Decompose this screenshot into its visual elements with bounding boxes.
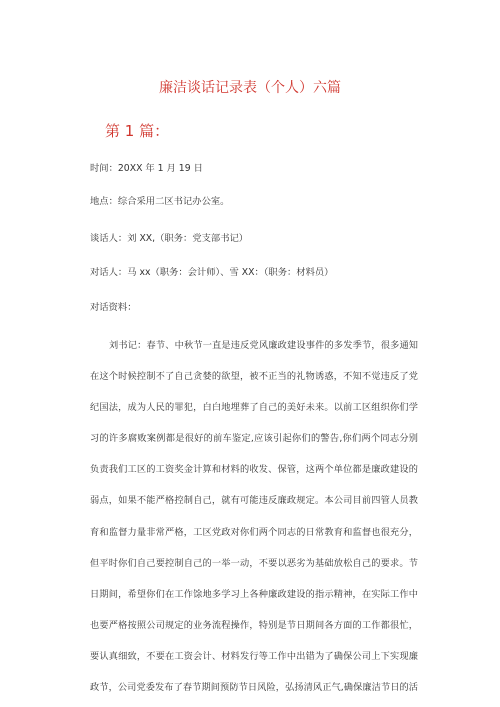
paragraph-line: 也要严格按照公司规定的业务流程操作，特别是节日期间各方面的工作都很忙， <box>90 620 418 631</box>
paragraph-line: 习的许多腐败案例都是很好的前车鉴定,应该引起你们的警告,你们两个同志分别 <box>90 433 418 444</box>
field-dialogue-label: 对话资料： <box>90 302 137 313</box>
paragraph-line: 育和监督力量非常严格，工区党政对你们两个同志的日常教育和监督也很充分， <box>90 527 418 538</box>
paragraph-line: 负责我们工区的工资奖金计算和材料的收发、保管，这两个单位都是廉政建设的 <box>90 464 418 475</box>
document-title: 廉洁谈话记录表（个人）六篇 <box>159 80 341 96</box>
field-location: 地点：综合采用二区书记办公室。 <box>90 196 230 207</box>
field-time: 时间：20XX 年 1 月 19 日 <box>90 163 203 174</box>
field-interviewees: 对话人：马 xx（职务：会计师）、雪 XX：（职务：材料员） <box>90 267 334 278</box>
paragraph-line: 在这个时候控制不了自己贪婪的欲望，被不正当的礼物诱惑，不知不觉违反了党 <box>90 371 418 382</box>
section-heading: 第 1 篇： <box>105 122 170 140</box>
paragraph-line: 日期间，希望你们在工作馀地多学习上各种廉政建设的指示精神，在实际工作中 <box>90 589 418 600</box>
paragraph-line: 但平时你们自己要控制自己的一举一动，不要以恶劣为基础放松自己的要求。节 <box>90 558 418 569</box>
paragraph-line: 刘书记：春节、中秋节一直是违反党风廉政建设事件的多发季节，很多通知 <box>109 340 418 351</box>
paragraph-line: 弱点，如果不能严格控制自己，就有可能违反廉政规定。本公司目前四管人员教 <box>90 495 418 506</box>
paragraph-line: 政节，公司党委发布了春节期间预防节日风险，弘扬清风正气,确保廉洁节日的活 <box>90 682 418 693</box>
paragraph-line: 要认真细致，不要在工资会计、材料发行等工作中出错为了确保公司上下实现廉 <box>90 651 418 662</box>
paragraph-line: 纪国法，成为人民的罪犯，白白地埋葬了自己的美好未来。以前工区组织你们学 <box>90 402 418 413</box>
field-interviewer: 谈话人：刘 XX,（职务：党支部书记） <box>90 233 249 244</box>
